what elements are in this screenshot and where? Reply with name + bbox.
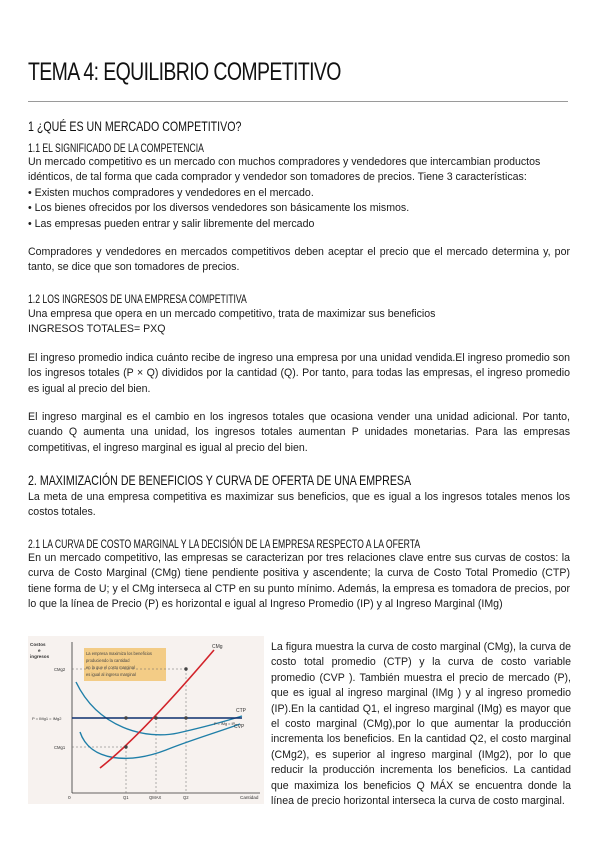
annotation-line: produciendo la cantidad — [86, 658, 130, 663]
paragraph-average-revenue: El ingreso promedio indica cuánto recibe de ingreso una empresa por una unidad vendida.El ingreso promedio son los ingresos totales (P × Q) divididos por la cantidad (Q). Por tanto, para todas las empresas, el ingreso promedio es igual al precio del bien. — [28, 352, 570, 395]
subsection-1-1-heading: 1.1 EL SIGNIFICADO DE LA COMPETENCIA — [28, 141, 204, 155]
y-label-cmg2: CMg2 — [54, 667, 66, 672]
annotation-line: es igual al ingreso marginal — [86, 672, 136, 677]
y-axis-label: ingresos — [30, 654, 50, 659]
paragraph-competition-definition — [28, 155, 570, 232]
x-label-q1: Q1 — [123, 795, 129, 800]
y-axis-label: e — [38, 648, 41, 653]
bullet-item: • Las empresas pueden entrar y salir libremente del mercado — [28, 217, 315, 230]
point-qmax — [154, 716, 157, 719]
annotation-line: La empresa maximiza los beneficios — [86, 651, 152, 656]
paragraph-price-takers: Compradores y vendedores en mercados competitivos deben aceptar el precio que el mercado determina y, por tanto, se dice que son tomadores de precios. — [28, 246, 570, 274]
bullet-item: • Existen muchos compradores y vendedores en el mercado. — [28, 186, 314, 199]
text-line: Una empresa que opera en un mercado competitivo, trata de maximizar sus beneficios — [28, 308, 436, 320]
point-q1-price — [124, 716, 127, 719]
x-label-qmax: QMAX — [149, 795, 162, 800]
point-q1 — [124, 745, 127, 748]
y-label-cmg1: CMg1 — [54, 745, 66, 750]
subsection-1-2-heading: 1.2 LOS INGRESOS DE UNA EMPRESA COMPETITIVA — [28, 292, 247, 306]
cmg-label: CMg — [212, 644, 223, 650]
x-axis-label: Cantidad — [240, 795, 259, 800]
x-label-q2: Q2 — [183, 795, 189, 800]
bullet-item: • Los bienes ofrecidos por los diversos vendedores son básicamente los mismos. — [28, 202, 410, 215]
page-title: TEMA 4: EQUILIBRIO COMPETITIVO — [28, 58, 341, 86]
annotation-line: en la que el costo marginal — [86, 665, 135, 670]
section-1-heading: 1 ¿QUÉ ES UN MERCADO COMPETITIVO? — [28, 118, 242, 134]
ctp-label: CTP — [236, 708, 246, 714]
text-line: idénticos, de tal forma que cada comprador y vendedor son tomadores de precios. Tiene 3 características: — [28, 171, 527, 184]
paragraph-figure-explanation: La figura muestra la curva de costo marginal (CMg), la curva de costo total promedio (CTP) y la curva de costo variable promedio (CVP ). También muestra el precio de mercado (P), que es igual al ingreso marginal (IMg ) y al ingreso promedio (IP).En la cantidad Q1, el ingreso marginal (IMg) es mayor que el costo marginal (CMg),por lo que aumentar la producción incrementa los beneficios. En la cantidad Q2, el costo marginal (CMg2), es superior al ingreso marginal (IMg2), por lo que reducir la producción incrementa los beneficios. La cantidad que maximiza los beneficios Q MÁX se encuentra donde la línea de precio horizontal interseca la curva de costo marginal. — [271, 641, 571, 808]
section-2-heading: 2. MAXIMIZACIÓN DE BENEFICIOS Y CURVA DE OFERTA DE UNA EMPRESA — [28, 472, 412, 488]
text-line: INGRESOS TOTALES= PXQ — [28, 323, 166, 336]
paragraph-marginal-revenue: El ingreso marginal es el cambio en los ingresos totales que ocasiona vender una unidad adicional. Por tanto, cuando Q aumenta una unidad, los ingresos totales aumentan P unidades monetarias. Para las empresas competitivas, el ingreso marginal es igual al precio del bien. — [28, 411, 570, 454]
point-q2 — [184, 667, 187, 670]
point-q2-price — [184, 716, 187, 719]
text-line: Un mercado competitivo es un mercado con muchos compradores y vendedores que intercambian productos — [28, 156, 541, 168]
price-label-right: P = IMg = IP — [214, 722, 236, 726]
paragraph-profit-goal: La meta de una empresa competitiva es maximizar sus beneficios, que es igual a los ingresos totales menos los costos totales. — [28, 491, 570, 519]
y-label-price: P = IMg1 = IMg2 — [32, 716, 62, 721]
cvp-label: CVP — [234, 724, 245, 730]
cost-curves-diagram — [28, 636, 264, 804]
subsection-2-1-heading: 2.1 LA CURVA DE COSTO MARGINAL Y LA DECISIÓN DE LA EMPRESA RESPECTO A LA OFERTA — [28, 537, 421, 551]
paragraph-cost-curves: En un mercado competitivo, las empresas se caracterizan por tres relaciones clave entre sus curvas de costos: la curva de Costo Marginal (CMg) tiene pendiente positiva y ascendente; la curva de Costo Total Promedio (CTP) tiene forma de U; y el CMg interseca al CTP en su punto mínimo. Además, la empresa es tomadora de precios, por lo que la línea de Precio (P) es horizontal e igual al Ingreso Promedio (IP) y al Ingreso Marginal (IMg) — [28, 552, 570, 611]
title-divider — [28, 101, 568, 102]
y-axis-label: Costos — [30, 642, 46, 647]
paragraph-total-revenue — [28, 307, 570, 338]
cost-curves-figure — [28, 636, 264, 804]
origin-label: 0 — [68, 796, 71, 801]
